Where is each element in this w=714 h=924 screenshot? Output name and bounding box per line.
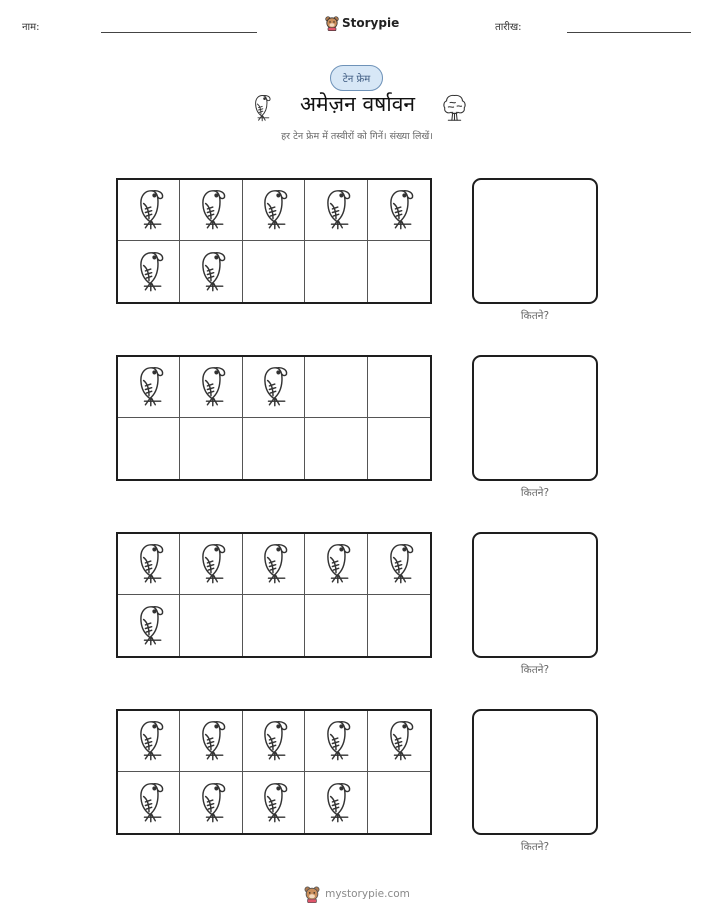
parrot-icon	[131, 715, 167, 767]
ten-frame-badge: टेन फ्रेम	[330, 65, 383, 91]
name-label: नाम:	[22, 22, 40, 33]
ten-frame	[116, 355, 432, 481]
ten-frame-cell	[368, 534, 430, 595]
bear-logo-icon	[304, 885, 320, 903]
parrot-icon	[381, 184, 417, 236]
ten-frame-cell	[180, 534, 242, 595]
answer-label: कितने?	[520, 664, 550, 676]
parrot-icon	[193, 361, 229, 413]
ten-frame-cell	[118, 711, 180, 772]
ten-frame-cell	[180, 241, 242, 302]
ten-frame-cell	[305, 772, 367, 833]
parrot-icon	[318, 184, 354, 236]
brand-name: Storypie	[342, 16, 400, 30]
parrot-icon	[255, 715, 291, 767]
parrot-icon	[381, 538, 417, 590]
ten-frame-cell	[180, 772, 242, 833]
parrot-icon	[193, 538, 229, 590]
answer-box[interactable]	[472, 355, 598, 481]
ten-frame-cell	[305, 357, 367, 418]
parrot-icon	[255, 361, 291, 413]
parrot-icon	[131, 246, 167, 298]
page-title: अमेज़न वर्षावन	[299, 92, 416, 116]
parrot-icon	[193, 777, 229, 829]
parrot-icon	[255, 777, 291, 829]
date-label: तारीख:	[495, 22, 522, 33]
ten-frame-cell	[305, 241, 367, 302]
ten-frame-cell	[305, 595, 367, 656]
ten-frame-cell	[243, 711, 305, 772]
parrot-icon	[255, 538, 291, 590]
parrot-icon	[318, 777, 354, 829]
ten-frame-cell	[180, 418, 242, 479]
ten-frame-cell	[368, 595, 430, 656]
ten-frame	[116, 532, 432, 658]
answer-box[interactable]	[472, 709, 598, 835]
instructions: हर टेन फ्रेम में तस्वीरों को गिनें। संख्या लिखें।	[281, 131, 433, 142]
answer-box[interactable]	[472, 178, 598, 304]
footer	[0, 885, 714, 903]
ten-frame-cell	[118, 534, 180, 595]
ten-frame-cell	[118, 180, 180, 241]
ten-frame-cell	[305, 418, 367, 479]
ten-frame-cell	[368, 711, 430, 772]
ten-frame-cell	[368, 180, 430, 241]
parrot-icon	[381, 715, 417, 767]
ten-frame-cell	[243, 534, 305, 595]
parrot-icon	[131, 184, 167, 236]
tree-icon	[441, 92, 468, 122]
ten-frame	[116, 709, 432, 835]
parrot-icon	[131, 361, 167, 413]
ten-frame-cell	[243, 418, 305, 479]
ten-frame	[116, 178, 432, 304]
ten-frame-cell	[118, 595, 180, 656]
footer-url: mystorypie.com	[325, 888, 410, 900]
answer-label: कितने?	[520, 487, 550, 499]
ten-frame-cell	[305, 180, 367, 241]
answer-box[interactable]	[472, 532, 598, 658]
ten-frame-cell	[118, 241, 180, 302]
parrot-icon	[318, 715, 354, 767]
ten-frame-cell	[243, 241, 305, 302]
ten-frame-cell	[305, 534, 367, 595]
parrot-icon	[193, 246, 229, 298]
ten-frame-cell	[118, 357, 180, 418]
parrot-icon	[193, 715, 229, 767]
answer-label: कितने?	[520, 841, 550, 853]
ten-frame-cell	[368, 241, 430, 302]
ten-frame-cell	[368, 357, 430, 418]
answer-label: कितने?	[520, 310, 550, 322]
ten-frame-cell	[243, 595, 305, 656]
ten-frame-cell	[243, 772, 305, 833]
name-field[interactable]	[101, 32, 257, 33]
ten-frame-cell	[180, 595, 242, 656]
bear-logo-icon	[325, 15, 339, 31]
parrot-icon	[249, 91, 273, 123]
ten-frame-cell	[180, 180, 242, 241]
ten-frame-cell	[368, 772, 430, 833]
ten-frame-cell	[180, 357, 242, 418]
ten-frame-cell	[368, 418, 430, 479]
ten-frame-cell	[118, 418, 180, 479]
parrot-icon	[131, 600, 167, 652]
date-field[interactable]	[567, 32, 691, 33]
parrot-icon	[193, 184, 229, 236]
ten-frame-cell	[305, 711, 367, 772]
ten-frame-cell	[243, 180, 305, 241]
ten-frame-cell	[180, 711, 242, 772]
parrot-icon	[131, 777, 167, 829]
storypie-logo	[325, 12, 399, 34]
parrot-icon	[255, 184, 291, 236]
parrot-icon	[131, 538, 167, 590]
ten-frame-cell	[243, 357, 305, 418]
parrot-icon	[318, 538, 354, 590]
ten-frame-cell	[118, 772, 180, 833]
